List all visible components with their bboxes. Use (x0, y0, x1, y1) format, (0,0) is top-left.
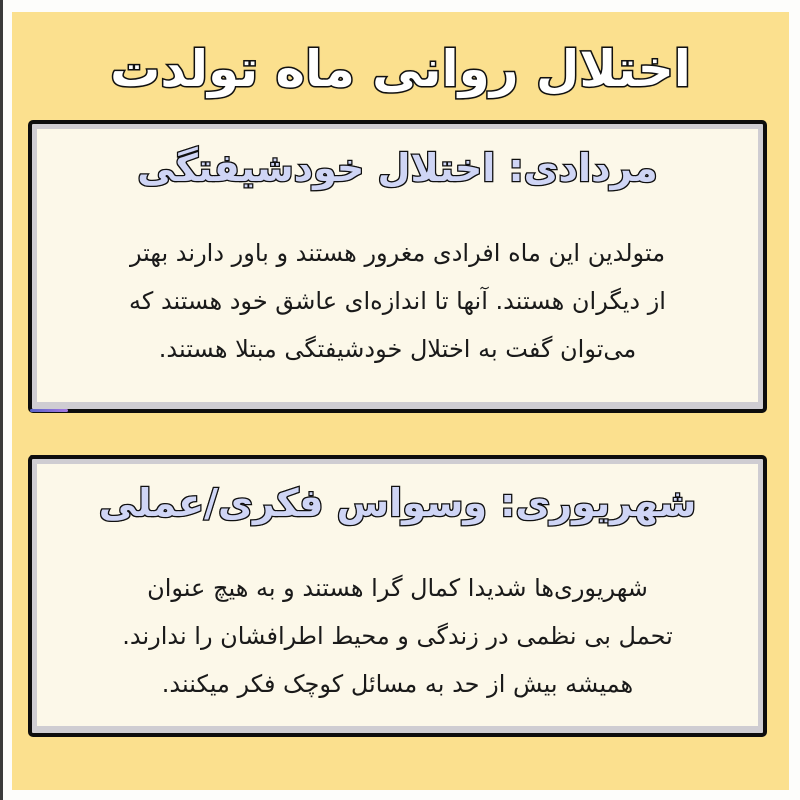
card-body (55, 564, 740, 708)
card-body-line: تحمل بی نظمی در زندگی و محیط اطرافشان را ندارند. (122, 622, 673, 650)
card-heading: شهریوری: وسواس فکری/عملی (98, 481, 697, 525)
card-body-line: همیشه بیش از حد به مسائل کوچک فکر میکنند. (161, 670, 634, 698)
card-body-line: از دیگران هستند. آنها تا اندازه‌ای عاشق خود هستند که (129, 287, 666, 315)
card-body (55, 229, 740, 373)
card-inner (37, 129, 758, 402)
card-heading: مردادی: اختلال خودشیفتگی (137, 146, 658, 190)
card-body-line: می‌توان گفت به اختلال خودشیفتگی مبتلا هستند. (158, 335, 637, 363)
card-mordad (28, 120, 767, 413)
card-body-line: متولدین این ماه افرادی مغرور هستند و باور دارند بهتر (129, 239, 666, 267)
page-title: اختلال روانی ماه تولدت (110, 40, 691, 98)
left-edge-line (0, 0, 3, 800)
card-shahrivar (28, 455, 767, 737)
decorative-accent-blue (30, 409, 68, 412)
card-body-line: شهریوری‌ها شدیدا کمال گرا هستند و به هیچ عنوان (147, 574, 648, 602)
card-inner (37, 464, 758, 726)
